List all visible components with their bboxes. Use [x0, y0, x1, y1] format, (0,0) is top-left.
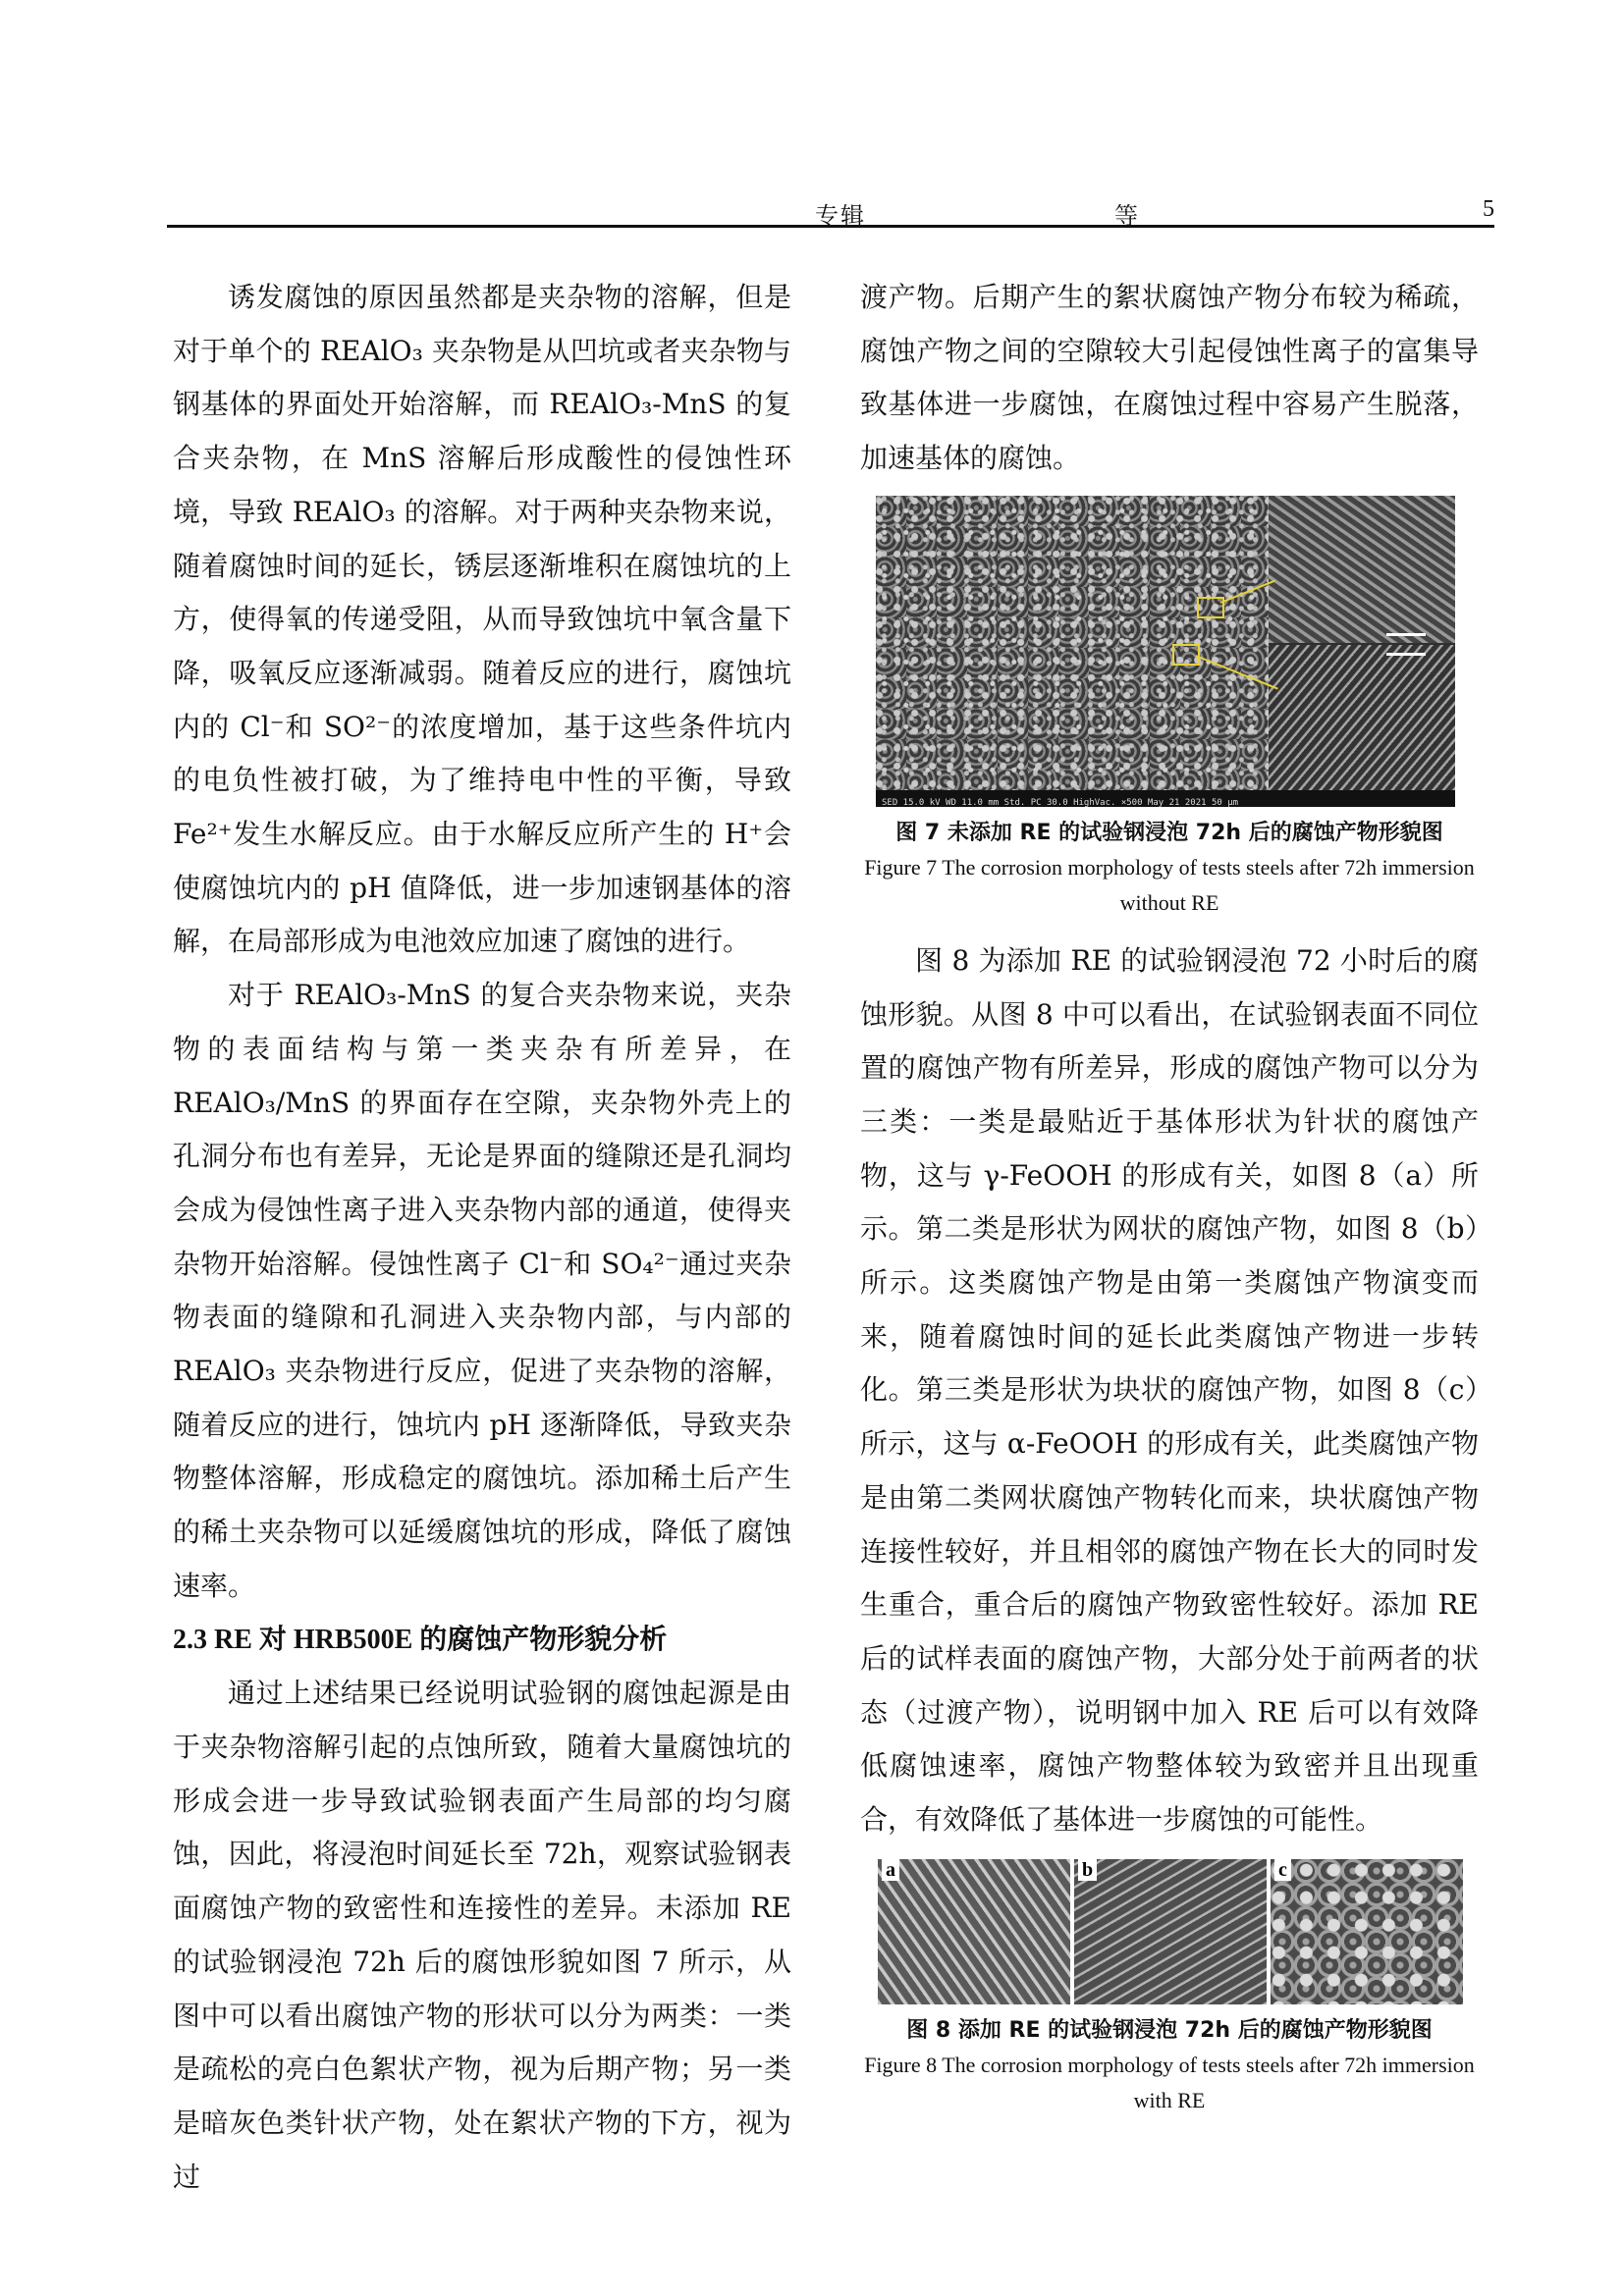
- figure-7-caption-en: Figure 7 The corrosion morphology of tests steels after 72h immersion without RE: [864, 854, 1475, 915]
- panel-label-a: a: [882, 1859, 899, 1881]
- figure-7-caption-cn: 图 7 未添加 RE 的试验钢浸泡 72h 后的腐蚀产物形貌图: [895, 820, 1443, 845]
- sem-databar-text: SED 15.0 kV WD 11.0 mm Std. PC 30.0 HighVac. ×500 May 21 2021 50 μm: [882, 797, 1239, 807]
- panel-label-b: b: [1078, 1859, 1097, 1881]
- figure-7-sem-databar: [876, 790, 1455, 807]
- figure-7-inset-top: [1269, 496, 1455, 643]
- figure-8-panel-b: [1074, 1859, 1267, 2004]
- header-authors: 等: [1114, 202, 1138, 230]
- header-journal: 专辑: [815, 202, 866, 230]
- figure-8-panel-a: [878, 1859, 1070, 2004]
- figure-8-caption-cn: 图 8 添加 RE 的试验钢浸泡 72h 后的腐蚀产物形貌图: [906, 2017, 1433, 2043]
- figure-7-inset-bottom: [1269, 645, 1455, 790]
- panel-label-c: c: [1274, 1859, 1291, 1881]
- header-rule: [167, 225, 1494, 228]
- paragraph-composite-inclusion: 对于 REAlO₃-MnS 的复合夹杂物来说，夹杂物的表面结构与第一类夹杂有所差异，在 REAlO₃/MnS 的界面存在空隙，夹杂物外壳上的孔洞分布也有差异，无论是界面的缝隙还是孔洞均会成为侵蚀性离子进入夹杂物内部的通道，使得夹杂物开始溶解。侵蚀性离子 Cl⁻和 SO₄²⁻通过夹杂物表面的缝隙和孔洞进入夹杂物内部，与内部的 REAlO₃ 夹杂物进行反应，促进了夹杂物的溶解，随着反应的进行，蚀坑内 pH 逐渐降低，导致夹杂物整体溶解，形成稳定的腐蚀坑。添加稀土后产生的稀土夹杂物可以延缓腐蚀坑的形成，降低了腐蚀速率。: [173, 979, 791, 1602]
- figure-7-marker-box-1: [1197, 597, 1224, 618]
- figure-8-panel-c: [1271, 1859, 1463, 2004]
- section-heading-2-3: 2.3 RE 对 HRB500E 的腐蚀产物形貌分析: [173, 1624, 668, 1655]
- left-column: [173, 271, 791, 2204]
- figure-7-sem-image: [876, 496, 1455, 807]
- page-number: 5: [1483, 196, 1494, 222]
- figure-8-sem-panels: [878, 1859, 1463, 2004]
- paragraph-inclusion-dissolution: 诱发腐蚀的原因虽然都是夹杂物的溶解，但是对于单个的 REAlO₃ 夹杂物是从凹坑或者夹杂物与钢基体的界面处开始溶解，而 REAlO₃-MnS 的复合夹杂物，在 MnS 溶解后形成酸性的侵蚀性环境，导致 REAlO₃ 的溶解。对于两种夹杂物来说，随着腐蚀时间的延长，锈层逐渐堆积在腐蚀坑的上方，使得氧的传递受阻，从而导致蚀坑中氧含量下降，吸氧反应逐渐减弱。随着反应的进行，腐蚀坑内的 Cl⁻和 SO²⁻的浓度增加，基于这些条件坑内的电负性被打破，为了维持电中性的平衡，导致 Fe²⁺发生水解反应。由于水解反应所产生的 H⁺会使腐蚀坑内的 pH 值降低，进一步加速钢基体的溶解，在局部形成为电池效应加速了腐蚀的进行。: [173, 281, 791, 958]
- figure-8-caption-en: Figure 8 The corrosion morphology of tests steels after 72h immersion with RE: [864, 2052, 1475, 2112]
- scale-bar: [1386, 633, 1426, 636]
- paragraph-figure-8-discussion: 图 8 为添加 RE 的试验钢浸泡 72 小时后的腐蚀形貌。从图 8 中可以看出，在试验钢表面不同位置的腐蚀产物有所差异，形成的腐蚀产物可以分为三类：一类是最贴近于基体形状为针状的腐蚀产物，这与 γ-FeOOH 的形成有关，如图 8（a）所示。第二类是形状为网状的腐蚀产物，如图 8（b）所示。这类腐蚀产物是由第一类腐蚀产物演变而来，随着腐蚀时间的延长此类腐蚀产物进一步转化。第三类是形状为块状的腐蚀产物，如图 8（c）所示，这与 α-FeOOH 的形成有关，此类腐蚀产物是由第二类网状腐蚀产物转化而来，块状腐蚀产物连接性较好，并且相邻的腐蚀产物在长大的同时发生重合，重合后的腐蚀产物致密性较好。添加 RE 后的试样表面的腐蚀产物，大部分处于前两者的状态（过渡产物），说明钢中加入 RE 后可以有效降低腐蚀速率，腐蚀产物整体较为致密并且出现重合，有效降低了基体进一步腐蚀的可能性。: [860, 943, 1479, 1837]
- paragraph-corrosion-products: 通过上述结果已经说明试验钢的腐蚀起源是由于夹杂物溶解引起的点蚀所致，随着大量腐蚀坑的形成会进一步导致试验钢表面产生局部的均匀腐蚀，因此，将浸泡时间延长至 72h，观察试验钢表面腐蚀产物的致密性和连接性的差异。未添加 RE 的试验钢浸泡 72h 后的腐蚀形貌如图 7 所示，从图中可以看出腐蚀产物的形状可以分为两类：一类是疏松的亮白色絮状产物，视为后期产物；另一类是暗灰色类针状产物，处在絮状产物的下方，视为过: [173, 1677, 791, 2193]
- scale-bar: [1386, 653, 1426, 656]
- figure-7-main-micrograph: [876, 496, 1269, 807]
- paragraph-continuation: 渡产物。后期产生的絮状腐蚀产物分布较为稀疏，腐蚀产物之间的空隙较大引起侵蚀性离子的富集导致基体进一步腐蚀，在腐蚀过程中容易产生脱落，加速基体的腐蚀。: [860, 281, 1479, 475]
- right-column: [860, 271, 1479, 2118]
